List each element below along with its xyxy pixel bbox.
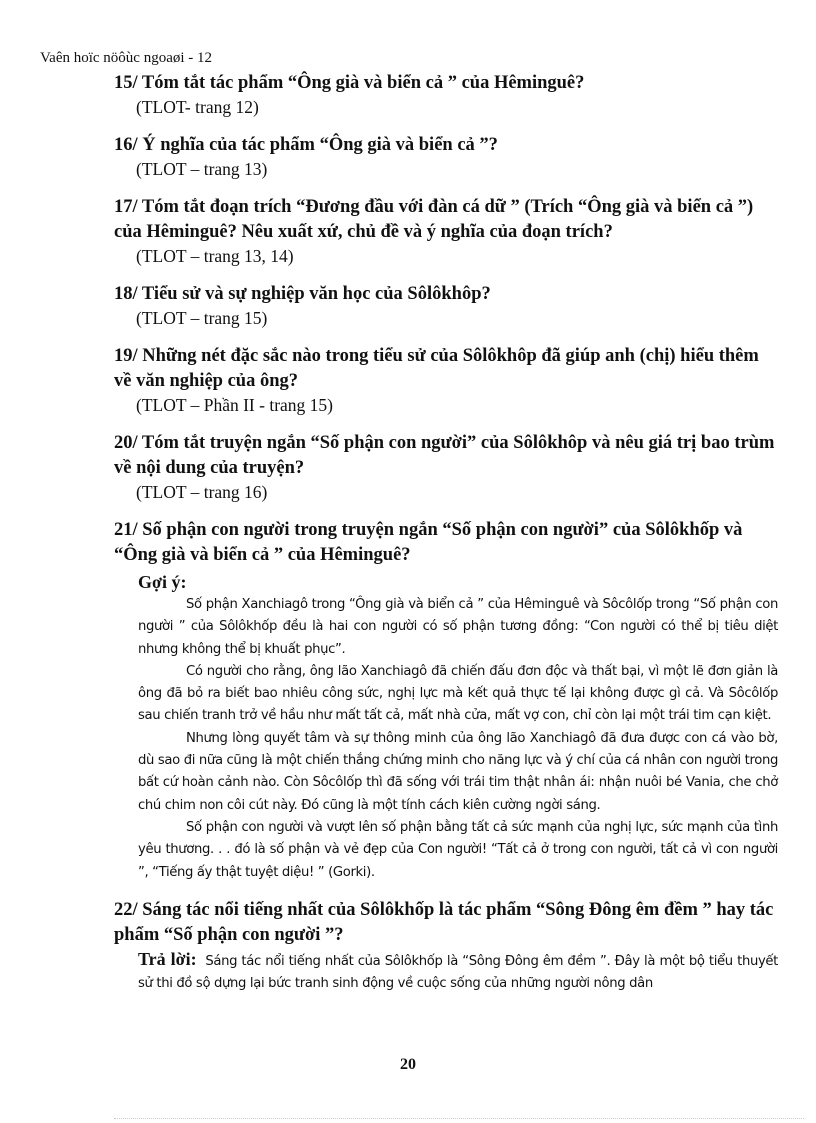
question-21 (114, 518, 778, 884)
hint-paragraph: Nhưng lòng quyết tâm và sự thông minh của ông lão Xanchiagô đã đưa được con cá vào bờ, dù sao đi nữa cũng là một chiến thắng chứng minh cho năng lực và ý chí của cá nhân con người trong bất cứ hoàn cảnh nào. Còn Sôcôlốp thì đã sống với trái tim thật nhân ái: nhận nuôi bé Vania, che chở chú chim non côi cút này. Đó cũng là một tính cách kiên cường ngời sáng. (138, 730, 778, 813)
question-18 (114, 282, 778, 330)
question-15 (114, 71, 778, 119)
hint-label: Gợi ý: (138, 572, 187, 592)
hint-paragraph: Số phận con người và vượt lên số phận bằng tất cả sức mạnh của nghị lực, sức mạnh của tình yêu thương. . . đó là số phận và vẻ đẹp của Con người! “Tất cả ở trong con người, tất cả vì con người ”, “Tiếng ấy thật tuyệt diệu! ” (Gorki). (138, 819, 778, 880)
answer-paragraph (138, 948, 778, 996)
reference-text: (TLOT – trang 16) (136, 482, 268, 502)
answer-label: Trả lời: (138, 948, 197, 969)
question-text: 16/ Ý nghĩa của tác phẩm “Ông già và biển cả ”? (114, 135, 498, 155)
question-text: 18/ Tiểu sử và sự nghiệp văn học của Sôlôkhôp? (114, 284, 491, 304)
question-text: 19/ Những nét đặc sắc nào trong tiểu sử của Sôlôkhôp đã giúp anh (chị) hiểu thêm về văn nghiệp của ông? (114, 346, 759, 391)
question-text: 21/ Số phận con người trong truyện ngắn “Số phận con người” của Sôlôkhốp và “Ông già và biển cả ” của Hêminguê? (114, 520, 743, 565)
reference-text: (TLOT – Phần II - trang 15) (136, 395, 333, 415)
hint-paragraph: Số phận Xanchiagô trong “Ông già và biển cả ” của Hêminguê và Sôcôlốp trong “Số phận con người ” của Sôlôkhốp đều là hai con người có số phận tương đồng: “Con người có thể bị tiêu diệt nhưng không thể bị khuất phục”. (138, 597, 778, 657)
page-content (114, 71, 778, 1009)
question-text: 17/ Tóm tắt đoạn trích “Đương đầu với đàn cá dữ ” (Trích “Ông già và biển cả ”) của Hêminguê? Nêu xuất xứ, chủ đề và ý nghĩa của đoạn trích? (114, 197, 754, 242)
question-text: 20/ Tóm tắt truyện ngắn “Số phận con người” của Sôlôkhôp và nêu giá trị bao trùm về nội dung của truyện? (114, 433, 775, 478)
page-number: 20 (400, 1056, 416, 1073)
reference-text: (TLOT – trang 15) (136, 308, 268, 328)
question-17 (114, 195, 778, 268)
question-20 (114, 431, 778, 504)
reference-text: (TLOT- trang 12) (136, 97, 259, 117)
question-text: 15/ Tóm tắt tác phẩm “Ông già và biển cả ” của Hêminguê? (114, 73, 585, 93)
question-19 (114, 344, 778, 417)
running-header: Vaên hoïc nöôùc ngoaøi - 12 (40, 50, 213, 66)
hint-paragraph: Có người cho rằng, ông lão Xanchiagô đã chiến đấu đơn độc và thất bại, vì một lẽ đơn giản là ông đã bỏ ra biết bao nhiêu công sức, nghị lực mà kết quả thực tế lại không được gì cả. Và Sôcôlốp sau chiến tranh trở về hầu như mất tất cả, mất nhà cửa, mất vợ con, chỉ còn lại một trái tim cạn kiệt. (138, 663, 778, 724)
question-text: 22/ Sáng tác nổi tiếng nhất của Sôlôkhốp là tác phẩm “Sông Đông êm đềm ” hay tác phẩm “Số phận con người ”? (114, 899, 774, 945)
answer-text: Sáng tác nổi tiếng nhất của Sôlôkhốp là “Sông Đông êm đềm ”. Đây là một bộ tiểu thuyết sử thi đồ sộ dựng lại bức tranh sinh động về cuộc sống của những người nông dân (138, 953, 779, 992)
question-16 (114, 133, 778, 181)
reference-text: (TLOT – trang 13, 14) (136, 246, 294, 266)
question-22 (114, 898, 778, 996)
footer-divider (114, 1118, 804, 1119)
reference-text: (TLOT – trang 13) (136, 159, 268, 179)
